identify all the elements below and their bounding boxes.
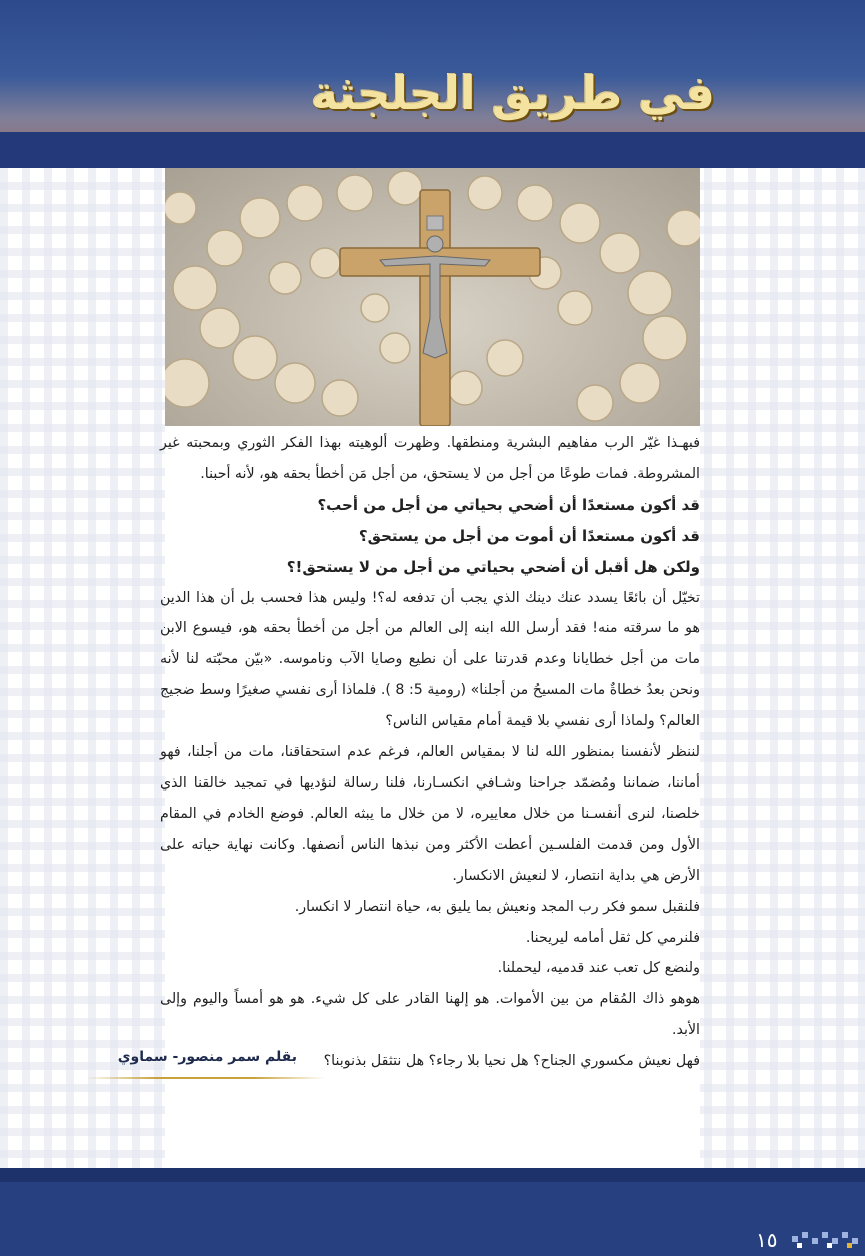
article-paragraph: فهل نعيش مكسوري الجناح؟ هل نحيا بلا رجاء؟ هل نتثقل بذنوبنا؟ [323, 1053, 700, 1070]
article-question: قد أكون مستعدًا أن أموت من أجل من يستحق؟ [358, 526, 700, 545]
article-paragraph: ولنضع كل تعب عند قدميه، ليحملنا. [497, 960, 700, 977]
article-paragraph: فلنرمي كل ثقل أمامه ليريحنا. [525, 929, 700, 946]
article-paragraph: لننظر لأنفسنا بمنظور الله لنا لا بمقياس العالم، فرغم عدم استحقاقنا، مات من أجلنا، فهو أماننا، ضماننا ومُضمّد جراحنا وشـافي انكسـارنا، فلنا رسالة لنؤديها في تمجيد خالقنا الذي خلصنا، لنرى أنفسـنا من خلال معاييره، لا من خلال ما يبثه العالم. فوضع الخادم في المقام الأول ومن قدمت الفلسـين أعطت الأكثر ومن نبذها الناس أنصفها. وكانت نهاية حياته على الأرض هي بداية انتصار، لا لنعيش الانكسار. [160, 744, 700, 884]
byline-underline [85, 1077, 325, 1079]
article-question: قد أكون مستعدًا أن أضحي بحياتي من أجل من أحب؟ [317, 495, 700, 514]
byline-block [85, 1043, 325, 1083]
article-paragraph: فلنقبل سمو فكر رب المجد ونعيش بما يليق به، حياة انتصار لا انكسار. [294, 898, 700, 915]
author-byline: بقلم سمر منصور- سماوي [117, 1049, 297, 1065]
crucifix-rosary-image [165, 168, 700, 426]
footer-band [0, 1168, 865, 1256]
page-title: في طريق الجلجثة [310, 66, 715, 120]
article-paragraph: تخيّل أن بائعًا يسدد عنك دينك الذي يجب أن تدفعه له؟! وليس هذا فحسب بل أن هذا الدين هو ما سرقته منه! فقد أرسل الله ابنه إلى العالم من أجل من أخطأ بحقه هو، فيسوع الابن مات من أجل خطايانا وعدم قدرتنا على أن نطيع وصايا الآب وناموسه. «بيّن محبّته لنا لأنه ونحن بعدُ خطاةٌ مات المسيحُ من أجلنا» (رومية 5: 8 ). فلماذا أرى نفسي صغيرًا وسط ضجيج العالم؟ ولماذا أرى نفسي بلا قيمة أمام مقياس الناس؟ [160, 589, 700, 730]
page-number: ١٥ [756, 1228, 778, 1252]
mosaic-dots-icon [790, 1228, 860, 1252]
header-band [0, 0, 865, 168]
article-paragraph: هوهو ذاك المُقام من بين الأموات. هو إلهنا القادر على كل شيء. هو هو أمساً واليوم وإلى الأبد. [160, 991, 700, 1039]
article-question: ولكن هل أقبل أن أضحي بحياتي من أجل من لا يستحق!؟ [286, 557, 700, 576]
article-paragraph: فبهـذا غيّر الرب مفاهيم البشرية ومنطقها. وظهرت ألوهيته بهذا الفكر الثوري وبمحبته غير المشروطة. فمات طوعًا من أجل من لا يستحق، من أجل مَن أخطأ بحقه هو، لأنه أحبنا. [160, 435, 700, 482]
article-body [160, 428, 700, 1077]
crucifix-icon [165, 168, 700, 426]
